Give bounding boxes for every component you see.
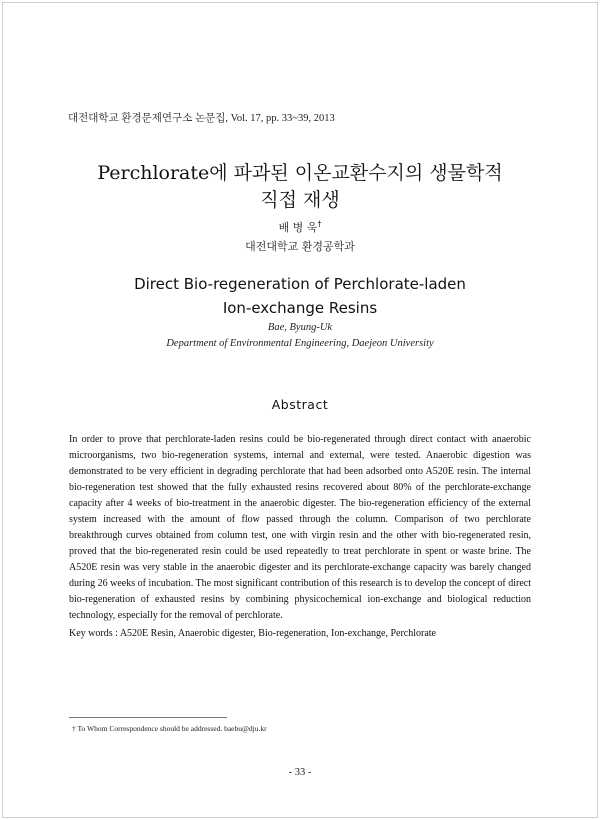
page-number: - 33 - [288,767,312,778]
korean-title-line-2: 직접 재생 [260,189,340,211]
english-affiliation: Department of Environmental Engineering, Daejeon University [166,338,434,349]
korean-affiliation: 대전대학교 환경공학과 [245,240,355,253]
korean-title-line-1: Perchlorate에 파과된 이온교환수지의 생물학적 [97,162,503,184]
corresponding-author-mark: † [317,219,322,229]
abstract-paragraph: In order to prove that perchlorate-laden resins could be bio-regenerated through direct contact with anaerobic microorganisms, two bio-regeneration systems, internal and external, were tested. Anaerobic digestion was demonstrated to be very efficient in degrading perchlorate that had been adsorbed onto A520E resin. The internal bio-regeneration test showed that the fully exhausted resins recovered about 80% of the perchlorate-exchange capacity after 4 weeks of bio-treatment in the anaerobic digester. The bio-regeneration efficiency of the external system increased with the amount of flow passed through the column. Comparison of two perchlorate breakthrough curves obtained from column test, one with virgin resin and the other with bio-regenerated resin, proved that the bio-regenerated resin could be used repeatedly to treat perchlorate in spent or waste brine. The A520E resin was very stable in the anaerobic digester and its perchlorate-exchange capacity was barely changed during 26 weeks of incubation. The most significant contribution of this research is to develop the concept of direct bio-regeneration of exhausted resins by combining physicochemical ion-exchange and biological reduction technology, especially for the removal of perchlorate. [69,434,531,621]
running-header: 대전대학교 환경문제연구소 논문집, Vol. 17, pp. 33~39, 2013 [68,113,335,124]
english-title-line-1: Direct Bio-regeneration of Perchlorate-laden [134,275,466,293]
korean-author-name: 배 병 욱 [278,221,318,234]
english-title-line-2: Ion-exchange Resins [222,299,378,317]
keywords: Key words : A520E Resin, Anaerobic digester, Bio-regeneration, Ion-exchange, Perchlorate [69,628,436,639]
abstract-body [69,432,531,624]
abstract-heading: Abstract [271,397,329,412]
korean-author [0,219,600,235]
english-title [0,272,600,320]
footnote: † To Whom Correspondence should be addressed. baebu@dju.kr [72,724,267,733]
english-author: Bae, Byung-Uk [267,322,333,333]
korean-title [0,160,600,214]
footnote-rule [69,717,227,718]
